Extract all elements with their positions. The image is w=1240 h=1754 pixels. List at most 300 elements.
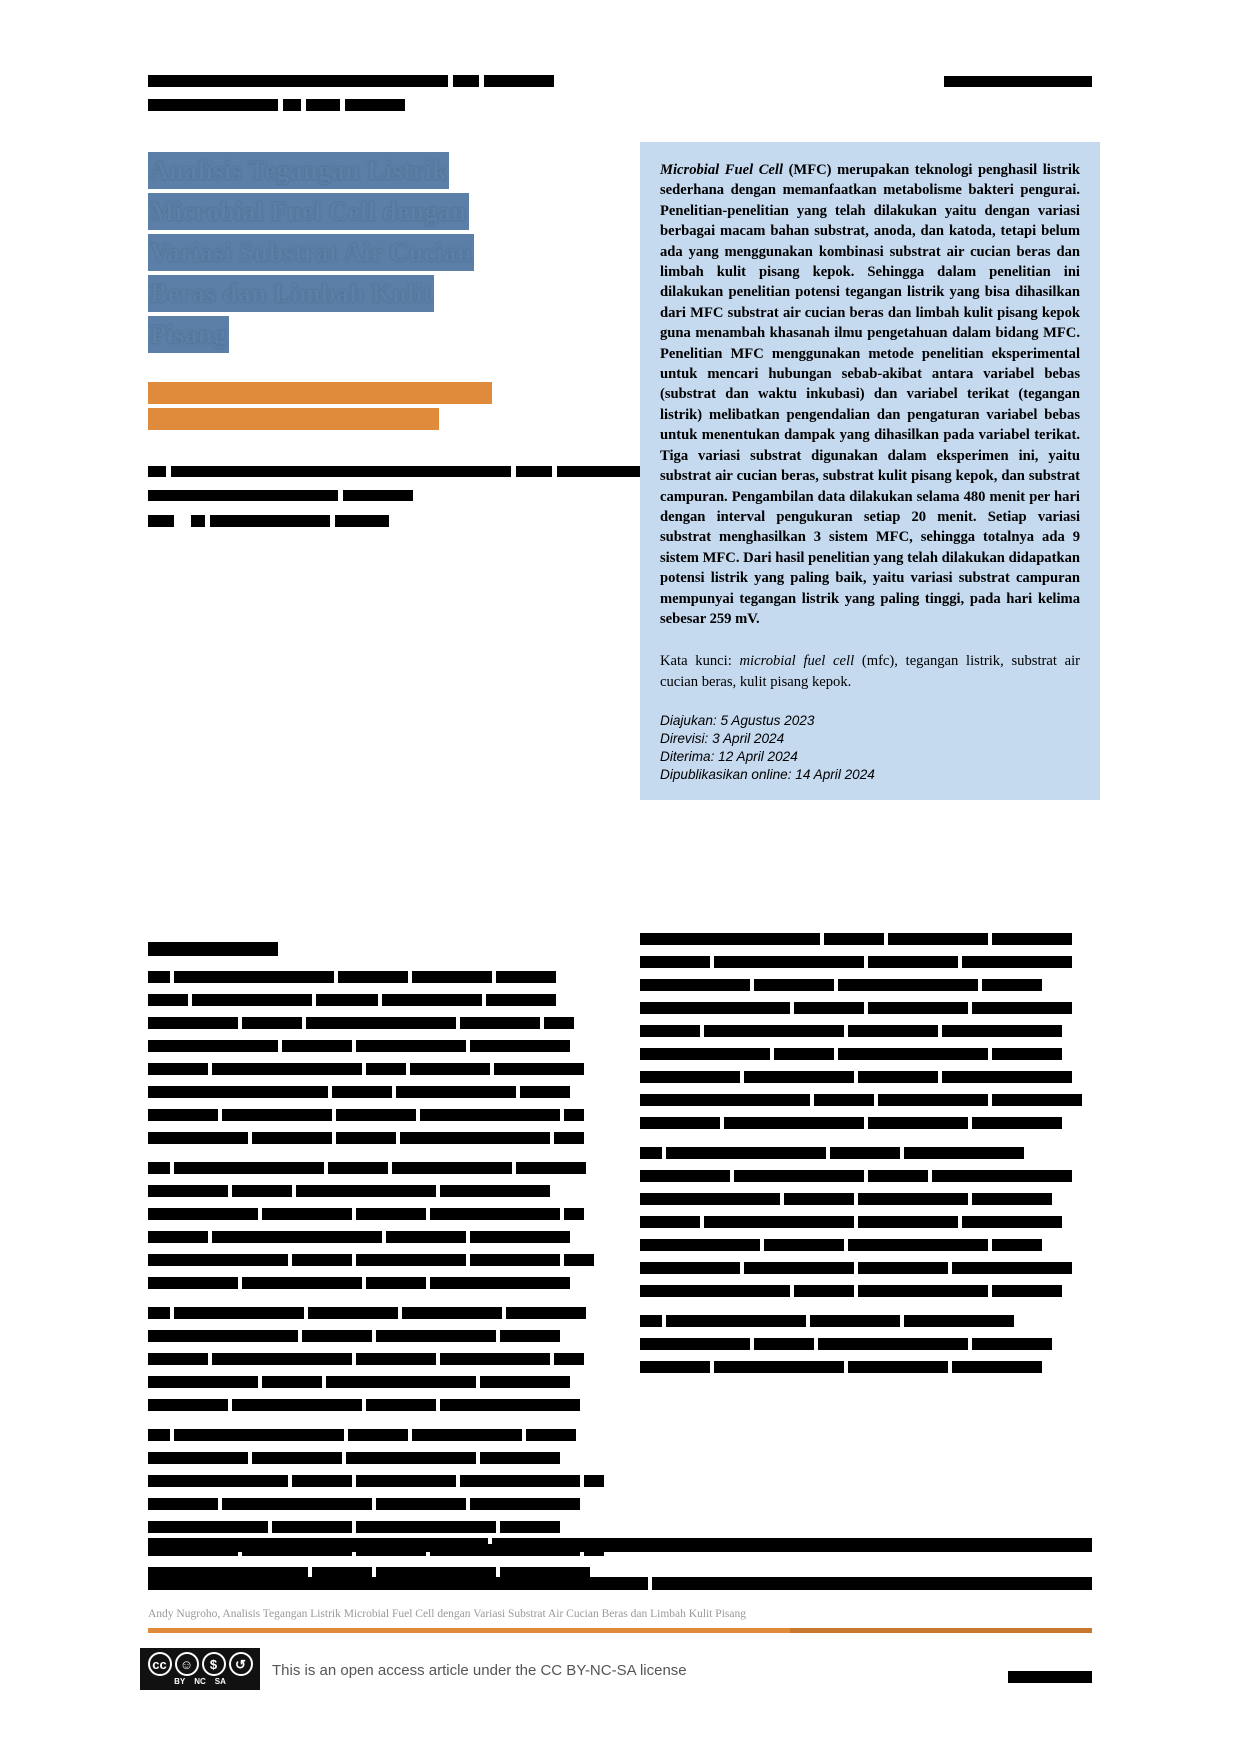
paragraph bbox=[148, 1426, 603, 1582]
title-line: Variasi Substrat Air Cucian bbox=[148, 234, 474, 271]
redaction-bar bbox=[212, 1063, 362, 1075]
redaction-bar bbox=[484, 75, 554, 87]
redaction-bar bbox=[148, 1132, 248, 1144]
redaction-bar bbox=[640, 1239, 760, 1251]
redaction-bar bbox=[888, 933, 988, 945]
redaction-bar bbox=[302, 1330, 372, 1342]
redaction-bar bbox=[192, 994, 312, 1006]
redaction-bar bbox=[148, 1307, 170, 1319]
affiliation-line bbox=[148, 462, 598, 480]
redaction-bar bbox=[382, 994, 482, 1006]
redaction-bar bbox=[174, 1429, 344, 1441]
redaction-bar bbox=[148, 75, 448, 87]
cc-nc-icon: $ bbox=[202, 1652, 226, 1676]
redaction-bar bbox=[810, 1315, 900, 1327]
author-line: Asip Amrullah⁴, Gunawan Budi Cahyono⁵ bbox=[148, 408, 439, 430]
redaction-bar bbox=[666, 1147, 826, 1159]
redaction-bar bbox=[520, 1086, 570, 1098]
cc-by-icon: ☺ bbox=[175, 1652, 199, 1676]
redaction-bar bbox=[652, 1577, 1092, 1590]
redaction-bar bbox=[210, 515, 330, 527]
redaction-bar bbox=[904, 1315, 1014, 1327]
redaction-bar bbox=[972, 1193, 1052, 1205]
text-line bbox=[640, 1358, 1095, 1376]
redaction-bar bbox=[470, 1040, 570, 1052]
text-line bbox=[148, 1251, 603, 1269]
redaction-bar bbox=[148, 1254, 288, 1266]
redaction-bar bbox=[356, 1208, 426, 1220]
paragraph bbox=[148, 968, 603, 1147]
text-line bbox=[148, 1518, 603, 1536]
redaction-bar bbox=[174, 1307, 304, 1319]
redaction-bar bbox=[640, 1147, 662, 1159]
text-line bbox=[148, 1396, 603, 1414]
redaction-bar bbox=[252, 1132, 332, 1144]
redaction-bar bbox=[868, 956, 958, 968]
redaction-bar bbox=[242, 1017, 302, 1029]
redaction-bar bbox=[500, 1521, 560, 1533]
abstract-body: (MFC) merupakan teknologi penghasil listrik sederhana dengan memanfaatkan metabolisme bakteri pengurai. Penelitian-penelitian yang telah dilakukan yaitu dengan variasi berbagai macam bahan substrat, anoda, dan katoda, tetapi belum ada yang menggunakan kombinasi substrat air cucian beras dan limbah kulit pisang kepok. Sehingga dalam penelitian ini dilakukan penelitian potensi tegangan listrik yang bisa dihasilkan dari MFC substrat air cucian beras dan limbah kulit pisang kepok guna menambah khasanah ilmu pengetahuan dalam bidang MFC. Penelitian MFC menggunakan metode penelitian eksperimental untuk mencari hubungan sebab-akibat antara variabel bebas (substrat dan waktu inkubasi) dan variabel terikat (tegangan listrik) melibatkan pengendalian dan pengaturan variabel bebas untuk menentukan dampak yang dihasilkan pada variabel terikat. Tiga variasi substrat digunakan dalam eksperimen ini, yaitu substrat air cucian beras, substrat kulit pisang kepok, dan substrat campuran. Pengambilan data dilakukan selama 480 menit per hari dengan interval pengukuran setiap 20 menit. Setiap variasi substrat menghasilkan 3 sistem MFC, sehingga totalnya ada 9 sistem MFC. Dari hasil penelitian yang telah dilakukan didapatkan potensi listrik yang paling baik, yaitu variasi substrat campuran mempunyai tegangan listrik yang paling tinggi, pada hari kelima sebesar 259 mV. bbox=[660, 162, 1081, 627]
title-line: Beras dan Limbah Kulit bbox=[148, 275, 434, 312]
redaction-bar bbox=[704, 1216, 854, 1228]
journal-masthead bbox=[148, 72, 498, 120]
cc-sa-icon: ↺ bbox=[229, 1652, 253, 1676]
redaction-bar bbox=[148, 490, 338, 501]
redaction-bar bbox=[640, 1315, 662, 1327]
redaction-bar bbox=[410, 1063, 490, 1075]
redaction-bar bbox=[148, 971, 170, 983]
text-line bbox=[148, 1228, 603, 1246]
text-line bbox=[148, 1129, 603, 1147]
redaction-bar bbox=[640, 1361, 710, 1373]
keywords-italic: microbial fuel cell bbox=[739, 653, 855, 670]
redaction-bar bbox=[904, 1147, 1024, 1159]
redaction-bar bbox=[283, 99, 301, 111]
footer-accent-rule bbox=[148, 1628, 1092, 1633]
redaction-bar bbox=[962, 1216, 1062, 1228]
redaction-bar bbox=[868, 1117, 968, 1129]
redaction-bar bbox=[148, 1330, 298, 1342]
title-line: Pisang bbox=[148, 316, 229, 353]
masthead-line bbox=[148, 72, 498, 90]
text-line bbox=[148, 1182, 603, 1200]
redaction-bar bbox=[640, 1262, 740, 1274]
redaction-bar bbox=[148, 466, 166, 477]
date-published: Dipublikasikan online: 14 April 2024 bbox=[660, 767, 875, 783]
redaction-bar bbox=[962, 956, 1072, 968]
redaction-bar bbox=[171, 466, 511, 477]
redaction-bar bbox=[460, 1475, 580, 1487]
redaction-bar bbox=[554, 1353, 584, 1365]
redaction-bar bbox=[496, 971, 556, 983]
redaction-bar bbox=[972, 1117, 1062, 1129]
redaction-bar bbox=[232, 1185, 292, 1197]
redaction-bar bbox=[794, 1285, 854, 1297]
redaction-bar bbox=[666, 1315, 806, 1327]
redaction-bar bbox=[640, 1216, 700, 1228]
page-number-tag bbox=[1008, 1668, 1092, 1686]
redaction-bar bbox=[944, 76, 1092, 87]
text-line bbox=[148, 1350, 603, 1368]
redaction-bar bbox=[174, 971, 334, 983]
body-column-left bbox=[148, 940, 603, 1594]
redaction-bar bbox=[336, 1132, 396, 1144]
redaction-bar bbox=[282, 1040, 352, 1052]
redaction-bar bbox=[148, 1399, 228, 1411]
redaction-bar bbox=[868, 1170, 928, 1182]
redaction-bar bbox=[306, 99, 340, 111]
redaction-bar bbox=[992, 1285, 1062, 1297]
redaction-bar bbox=[992, 1239, 1042, 1251]
redaction-bar bbox=[366, 1063, 406, 1075]
author-line: Andy Nugroho¹, Aji Nikita², Fathur Nuri Arsyadi³ bbox=[148, 382, 492, 404]
redaction-bar bbox=[942, 1071, 1072, 1083]
redaction-bar bbox=[348, 1429, 408, 1441]
redaction-bar bbox=[338, 971, 408, 983]
redaction-bar bbox=[516, 466, 552, 477]
text-line bbox=[148, 1327, 603, 1345]
redaction-bar bbox=[356, 1254, 466, 1266]
affiliation-block bbox=[148, 462, 598, 510]
redaction-bar bbox=[148, 1475, 288, 1487]
text-line bbox=[640, 1282, 1095, 1300]
redaction-bar bbox=[848, 1239, 988, 1251]
redaction-bar bbox=[232, 1399, 362, 1411]
cc-icon-group bbox=[148, 1652, 253, 1676]
text-line bbox=[640, 1259, 1095, 1277]
redaction-bar bbox=[212, 1353, 352, 1365]
text-line bbox=[148, 1304, 603, 1322]
redaction-bar bbox=[242, 1277, 362, 1289]
redaction-bar bbox=[376, 1498, 466, 1510]
correspondence-block bbox=[148, 512, 448, 536]
redaction-bar bbox=[704, 1025, 844, 1037]
body-paragraphs-right bbox=[640, 930, 1095, 1376]
redaction-bar bbox=[744, 1262, 854, 1274]
redaction-bar bbox=[376, 1330, 496, 1342]
paragraph bbox=[640, 1144, 1095, 1300]
redaction-bar bbox=[412, 971, 492, 983]
redaction-bar bbox=[252, 1452, 342, 1464]
paragraph bbox=[640, 930, 1095, 1132]
header-page-tag bbox=[944, 72, 1092, 90]
redaction-bar bbox=[148, 1185, 228, 1197]
text-line bbox=[148, 1373, 603, 1391]
redaction-bar bbox=[640, 1285, 790, 1297]
redaction-bar bbox=[308, 1307, 398, 1319]
keywords-label: Kata kunci: bbox=[660, 653, 740, 670]
text-line bbox=[640, 930, 1095, 948]
redaction-bar bbox=[262, 1376, 322, 1388]
text-line bbox=[640, 1167, 1095, 1185]
text-line bbox=[640, 999, 1095, 1017]
redaction-bar bbox=[148, 1109, 218, 1121]
redaction-bar bbox=[148, 1353, 208, 1365]
redaction-bar bbox=[952, 1262, 1072, 1274]
redaction-bar bbox=[272, 1521, 352, 1533]
redaction-bar bbox=[516, 1162, 586, 1174]
redaction-bar bbox=[814, 1094, 874, 1106]
redaction-bar bbox=[932, 1170, 1072, 1182]
redaction-bar bbox=[316, 994, 378, 1006]
redaction-bar bbox=[148, 1017, 238, 1029]
article-dates bbox=[660, 712, 1080, 784]
text-line bbox=[640, 1068, 1095, 1086]
redaction-bar bbox=[858, 1193, 968, 1205]
redaction-bar bbox=[754, 1338, 814, 1350]
redaction-bar bbox=[148, 1086, 328, 1098]
redaction-bar bbox=[734, 1170, 864, 1182]
page-title bbox=[148, 152, 568, 357]
redaction-bar bbox=[148, 1063, 208, 1075]
redaction-bar bbox=[212, 1231, 382, 1243]
date-accepted: Diterima: 12 April 2024 bbox=[660, 749, 798, 765]
redaction-bar bbox=[640, 1071, 740, 1083]
redaction-bar bbox=[148, 1231, 208, 1243]
redaction-bar bbox=[346, 1452, 476, 1464]
redaction-bar bbox=[868, 1002, 968, 1014]
redaction-bar bbox=[356, 1475, 456, 1487]
footer-citation-bars bbox=[148, 1574, 1092, 1592]
redaction-bar bbox=[526, 1429, 576, 1441]
redaction-bar bbox=[858, 1071, 938, 1083]
abstract-lead-term: Microbial Fuel Cell bbox=[660, 162, 784, 178]
abstract-text bbox=[660, 160, 1080, 629]
text-line bbox=[640, 976, 1095, 994]
redaction-bar bbox=[714, 1361, 844, 1373]
redaction-bar bbox=[148, 1429, 170, 1441]
text-line bbox=[148, 1426, 603, 1444]
redaction-bar bbox=[480, 1376, 570, 1388]
text-line bbox=[148, 1449, 603, 1467]
redaction-bar bbox=[714, 956, 864, 968]
redaction-bar bbox=[148, 99, 278, 111]
redaction-bar bbox=[366, 1399, 436, 1411]
redaction-bar bbox=[402, 1307, 502, 1319]
cc-label-by: BY bbox=[174, 1677, 186, 1686]
redaction-bar bbox=[754, 979, 834, 991]
redaction-bar bbox=[148, 994, 188, 1006]
date-revised: Direvisi: 3 April 2024 bbox=[660, 731, 785, 747]
text-line bbox=[148, 991, 603, 1009]
redaction-bar bbox=[554, 1132, 584, 1144]
redaction-bar bbox=[430, 1208, 560, 1220]
redaction-bar bbox=[386, 1231, 466, 1243]
cc-label-nc: NC bbox=[194, 1677, 206, 1686]
paragraph bbox=[640, 1312, 1095, 1376]
redaction-bar bbox=[506, 1307, 586, 1319]
redaction-bar bbox=[292, 1475, 352, 1487]
redaction-bar bbox=[430, 1277, 570, 1289]
redaction-bar bbox=[972, 1338, 1052, 1350]
text-line bbox=[148, 1014, 603, 1032]
redaction-bar bbox=[470, 1498, 580, 1510]
abstract-panel bbox=[640, 142, 1100, 800]
masthead-line bbox=[148, 96, 498, 114]
redaction-bar bbox=[470, 1231, 570, 1243]
redaction-bar bbox=[396, 1086, 516, 1098]
redaction-bar bbox=[148, 1162, 170, 1174]
redaction-bar bbox=[174, 1162, 324, 1174]
redaction-bar bbox=[148, 1277, 238, 1289]
text-line bbox=[640, 1335, 1095, 1353]
license-statement: This is an open access article under the CC BY-NC-SA license bbox=[272, 1662, 687, 1679]
redaction-bar bbox=[838, 979, 978, 991]
text-line bbox=[640, 1190, 1095, 1208]
redaction-bar bbox=[640, 956, 710, 968]
text-line bbox=[640, 1236, 1095, 1254]
text-line bbox=[640, 1045, 1095, 1063]
correspondence-line bbox=[148, 512, 448, 530]
redaction-bar bbox=[148, 1208, 258, 1220]
redaction-bar bbox=[952, 1361, 1042, 1373]
redaction-bar bbox=[972, 1002, 1072, 1014]
footer-citation-text: Andy Nugroho, Analisis Tegangan Listrik Microbial Fuel Cell dengan Variasi Substrat Air Cucian Beras dan Limbah Kulit Pisang bbox=[148, 1608, 746, 1620]
redaction-bar bbox=[640, 1002, 790, 1014]
redaction-bar bbox=[306, 1017, 456, 1029]
redaction-bar bbox=[191, 515, 205, 527]
redaction-bar bbox=[292, 1254, 352, 1266]
redaction-bar bbox=[818, 1338, 968, 1350]
redaction-bar bbox=[794, 1002, 864, 1014]
redaction-bar bbox=[440, 1353, 550, 1365]
text-line bbox=[148, 1472, 603, 1490]
text-line bbox=[640, 953, 1095, 971]
redaction-bar bbox=[343, 490, 413, 501]
redaction-bar bbox=[440, 1399, 580, 1411]
redaction-bar bbox=[400, 1132, 550, 1144]
body-paragraphs-left bbox=[148, 968, 603, 1582]
redaction-bar bbox=[492, 1538, 1092, 1552]
cc-icon: cc bbox=[148, 1652, 172, 1676]
redaction-bar bbox=[460, 1017, 540, 1029]
cc-label-sa: SA bbox=[214, 1677, 226, 1686]
paragraph bbox=[148, 1159, 603, 1292]
text-line bbox=[640, 1091, 1095, 1109]
redaction-bar bbox=[774, 1048, 834, 1060]
author-list bbox=[148, 382, 598, 434]
redaction-bar bbox=[222, 1109, 332, 1121]
text-line bbox=[640, 1312, 1095, 1330]
text-line bbox=[640, 1213, 1095, 1231]
redaction-bar bbox=[744, 1071, 854, 1083]
redaction-bar bbox=[148, 1452, 248, 1464]
text-line bbox=[148, 1495, 603, 1513]
footer-rule bbox=[148, 1536, 1092, 1554]
redaction-bar bbox=[830, 1147, 900, 1159]
cc-label-group bbox=[174, 1677, 226, 1686]
redaction-bar bbox=[640, 1025, 700, 1037]
redaction-bar bbox=[764, 1239, 844, 1251]
body-column-right bbox=[640, 930, 1095, 1388]
redaction-bar bbox=[982, 979, 1042, 991]
redaction-bar bbox=[564, 1109, 584, 1121]
text-line bbox=[148, 1083, 603, 1101]
redaction-bar bbox=[148, 1538, 488, 1552]
redaction-bar bbox=[848, 1361, 948, 1373]
redaction-bar bbox=[345, 99, 405, 111]
text-line bbox=[148, 1274, 603, 1292]
text-line bbox=[148, 1159, 603, 1177]
redaction-bar bbox=[148, 942, 278, 956]
section-heading bbox=[148, 940, 603, 958]
redaction-bar bbox=[640, 1170, 730, 1182]
redaction-bar bbox=[470, 1254, 560, 1266]
text-line bbox=[148, 1106, 603, 1124]
redaction-bar bbox=[148, 1040, 278, 1052]
redaction-bar bbox=[992, 1048, 1062, 1060]
redaction-bar bbox=[222, 1498, 372, 1510]
redaction-bar bbox=[148, 1376, 258, 1388]
redaction-bar bbox=[848, 1025, 938, 1037]
redaction-bar bbox=[564, 1254, 594, 1266]
text-line bbox=[148, 1037, 603, 1055]
text-line bbox=[148, 1205, 603, 1223]
redaction-bar bbox=[440, 1185, 550, 1197]
redaction-bar bbox=[453, 75, 479, 87]
text-line bbox=[148, 968, 603, 986]
redaction-bar bbox=[942, 1025, 1062, 1037]
redaction-bar bbox=[335, 515, 389, 527]
redaction-bar bbox=[148, 1498, 218, 1510]
redaction-bar bbox=[564, 1208, 584, 1220]
redaction-bar bbox=[148, 1521, 268, 1533]
redaction-bar bbox=[356, 1353, 436, 1365]
redaction-bar bbox=[392, 1162, 512, 1174]
redaction-bar bbox=[640, 1338, 750, 1350]
keywords bbox=[660, 651, 1080, 692]
redaction-bar bbox=[262, 1208, 352, 1220]
affiliation-line bbox=[148, 486, 598, 504]
redaction-bar bbox=[724, 1117, 864, 1129]
redaction-bar bbox=[328, 1162, 388, 1174]
redaction-bar bbox=[500, 1330, 560, 1342]
creative-commons-badge[interactable] bbox=[140, 1648, 260, 1690]
redaction-bar bbox=[332, 1086, 392, 1098]
redaction-bar bbox=[838, 1048, 988, 1060]
redaction-bar bbox=[784, 1193, 854, 1205]
redaction-bar bbox=[858, 1262, 948, 1274]
text-line bbox=[640, 1114, 1095, 1132]
redaction-bar bbox=[584, 1475, 604, 1487]
redaction-bar bbox=[878, 1094, 988, 1106]
redaction-bar bbox=[640, 1094, 810, 1106]
redaction-bar bbox=[336, 1109, 416, 1121]
title-line: Microbial Fuel Cell dengan bbox=[148, 193, 469, 230]
redaction-bar bbox=[480, 1452, 560, 1464]
redaction-bar bbox=[640, 1048, 770, 1060]
redaction-bar bbox=[148, 515, 174, 527]
redaction-bar bbox=[148, 1577, 648, 1590]
redaction-bar bbox=[640, 1193, 780, 1205]
redaction-bar bbox=[640, 979, 750, 991]
title-line: Analisis Tegangan Listrik bbox=[148, 152, 449, 189]
redaction-bar bbox=[1008, 1671, 1092, 1683]
redaction-bar bbox=[858, 1216, 958, 1228]
redaction-bar bbox=[640, 1117, 720, 1129]
redaction-bar bbox=[824, 933, 884, 945]
date-submitted: Diajukan: 5 Agustus 2023 bbox=[660, 713, 815, 729]
redaction-bar bbox=[326, 1376, 476, 1388]
text-line bbox=[148, 1060, 603, 1078]
redaction-bar bbox=[296, 1185, 436, 1197]
redaction-bar bbox=[544, 1017, 574, 1029]
text-line bbox=[640, 1022, 1095, 1040]
redaction-bar bbox=[858, 1285, 988, 1297]
redaction-bar bbox=[420, 1109, 560, 1121]
redaction-bar bbox=[640, 933, 820, 945]
redaction-bar bbox=[992, 933, 1072, 945]
